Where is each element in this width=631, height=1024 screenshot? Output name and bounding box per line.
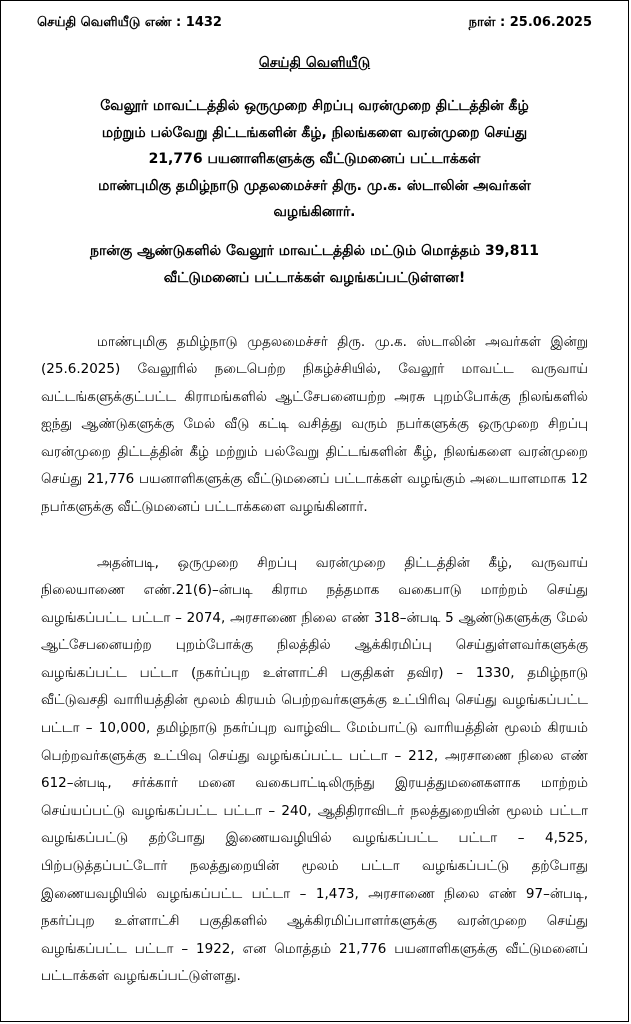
release-number: செய்தி வெளியீடு எண் : 1432 (37, 15, 222, 30)
subheadline-line: நான்கு ஆண்டுகளில் வேலூர் மாவட்டத்தில் மட்டும் மொத்தம் 39,811 (90, 243, 539, 259)
headline (31, 93, 598, 226)
headline-line: 21,776 பயனாளிகளுக்கு வீட்டுமனைப் பட்டாக்கள் (148, 151, 481, 167)
headline-line: மாண்புமிகு தமிழ்நாடு முதலமைச்சர் திரு. மு.க. ஸ்டாலின் அவர்கள் (98, 177, 531, 194)
headline-line: மற்றும் பல்வேறு திட்டங்களின் கீழ், நிலங்களை வரன்முறை செய்து (101, 124, 528, 141)
document-title-text: செய்தி வெளியீடு (258, 55, 371, 71)
headline-line: வழங்கினார். (273, 204, 356, 220)
body-paragraph: மாண்புமிகு தமிழ்நாடு முதலமைச்சர் திரு. மு.க. ஸ்டாலின் அவர்கள் இன்று (25.6.2025) வேலூரில் நடைபெற்ற நிகழ்ச்சியில், வேலூர் மாவட்ட வருவாய் வட்டங்களுக்குட்பட்ட கிராமங்களில் ஆட்சேபனையற்ற அரசு புறம்போக்கு நிலங்களில் ஐந்து ஆண்டுகளுக்கு மேல் வீடு கட்டி வசித்து வரும் நபர்களுக்கு ஒருமுறை சிறப்பு வரன்முறை திட்டத்தின் கீழ் மற்றும் பல்வேறு திட்டங்களின் கீழ், நிலங்களை வரன்முறை செய்து 21,776 பயனாளிகளுக்கு வீட்டுமனைப் பட்டாக்கள் வழங்கும் அடையாளமாக 12 நபர்களுக்கு வீட்டுமனைப் பட்டாக்களை வழங்கினார். (41, 333, 588, 516)
subheadline (31, 238, 598, 292)
subheadline-line: வீட்டுமனைப் பட்டாக்கள் வழங்கப்பட்டுள்ளன! (163, 270, 466, 286)
body-paragraph: அதன்படி, ஒருமுறை சிறப்பு வரன்முறை திட்டத்தின் கீழ், வருவாய் நிலையாணை எண்.21(6)–ன்படி கிராம நத்தமாக வகைபாடு மாற்றம் செய்து வழங்கப்பட்ட பட்டா – 2074, அரசாணை நிலை எண் 318–ன்படி 5 ஆண்டுகளுக்கு மேல் ஆட்சேபனையற்ற புறம்போக்கு நிலத்தில் ஆக்கிரமிப்பு செய்துள்ளவர்களுக்கு வழங்கப்பட்ட பட்டா (நகர்ப்புற உள்ளாட்சி பகுதிகள் தவிர) – 1330, தமிழ்நாடு வீட்டுவசதி வாரியத்தின் மூலம் கிரயம் பெற்றவர்களுக்கு உட்பிரிவு செய்து வழங்கப்பட்ட பட்டா – 10,000, தமிழ்நாடு நகர்ப்புற வாழ்விட மேம்பாட்டு வாரியத்தின் மூலம் கிரயம் பெற்றவர்களுக்கு உட்பிவு செய்து வழங்கப்பட்ட பட்டா – 212, அரசாணை நிலை எண் 612–ன்படி, சர்க்கார் மனை வகைபாட்டிலிருந்து இரயத்துமனைகளாக மாற்றம் செய்யப்பட்டு வழங்கப்பட்ட பட்டா – 240, ஆதிதிராவிடர் நலத்துறையின் மூலம் பட்டா வழங்கப்பட்டு தற்போது இணையவழியில் வழங்கப்பட்ட பட்டா – 4,525, பிற்படுத்தப்பட்டோர் நலத்துறையின் மூலம் பட்டா வழங்கப்பட்டு தற்போது இணையவழியில் வழங்கப்பட்ட பட்டா – 1,473, அரசாணை நிலை எண் 97–ன்படி, நகர்ப்புற உள்ளாட்சி பகுதிகளில் ஆக்கிரமிப்பாளர்களுக்கு வரன்முறை செய்து வழங்கப்பட்ட பட்டா – 1922, என மொத்தம் 21,776 பயனாளிகளுக்கு வீட்டுமனைப் பட்டாக்கள் வழங்கப்பட்டுள்ளது. (41, 554, 588, 985)
document-title (1, 55, 628, 73)
release-date: நாள் : 25.06.2025 (468, 15, 592, 30)
headline-line: வேலூர் மாவட்டத்தில் ஒருமுறை சிறப்பு வரன்முறை திட்டத்தின் கீழ் (100, 98, 529, 114)
